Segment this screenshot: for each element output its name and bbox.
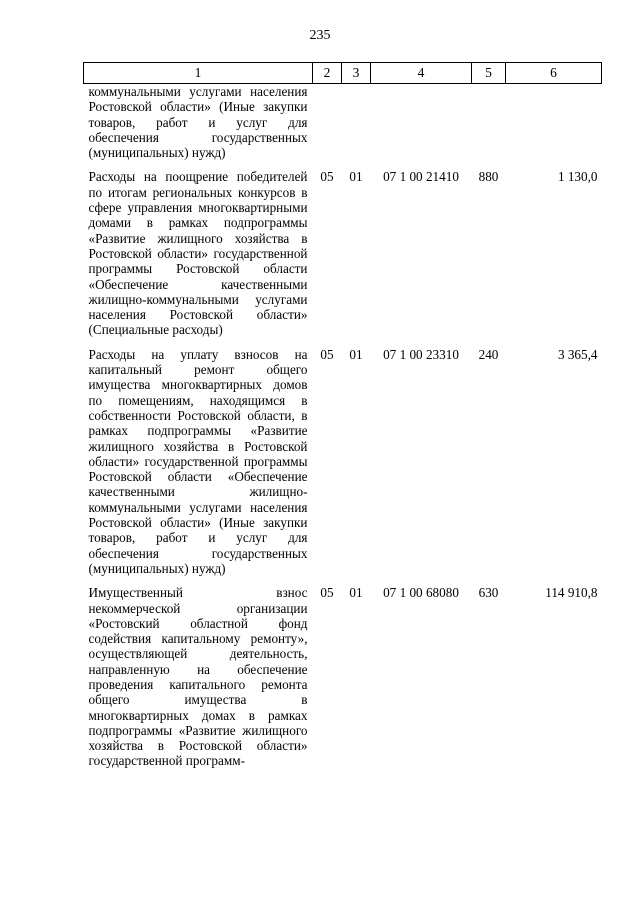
table-row <box>84 347 602 585</box>
row-csr: 07 1 00 68080 <box>383 585 459 601</box>
row-csr <box>371 84 472 170</box>
table-header <box>84 63 602 84</box>
row-vr: 880 <box>478 169 499 185</box>
row-description: Расходы на поощрение победителей по итогам региональных конкурсов в сфере управления многоквартирными домами в рамках подпрограммы «Развитие жилищного хозяйства в Ростовской области» государственной программы Ростовской области «Обеспечение качественными жилищно-коммунальными услугами населения Ростовской области» (Специальные расходы) <box>88 169 308 338</box>
row-amount: 114 910,8 <box>545 585 598 601</box>
row-vr: 240 <box>478 346 499 362</box>
table-body <box>84 84 602 778</box>
row-amount <box>506 84 602 170</box>
table-row <box>84 585 602 778</box>
row-description: Расходы на уплату взносов на капитальный ремонт общего имущества многоквартирных домов по помещениям, находящимся в собственности Ростовской области, в рамках подпрограммы «Развитие жилищного хозяйства в Ростовской области» государственной программы Ростовской области «Обеспечение качественными жилищно-коммунальными услугами населения Ростовской области» (Иные закупки товаров, работ и услуг для обеспечения государственных (муниципальных) нужд) <box>88 346 308 576</box>
header-col-6: 6 <box>506 63 602 84</box>
row-description: коммунальными услугами населения Ростовской области» (Иные закупки товаров, работ и услуг для обеспечения государственных (муниципальных) нужд) <box>88 84 308 161</box>
header-col-4: 4 <box>371 63 472 84</box>
row-amount: 1 130,0 <box>557 169 598 185</box>
row-csr: 07 1 00 21410 <box>383 169 459 185</box>
table-row <box>84 84 602 170</box>
header-row <box>84 63 602 84</box>
row-pr: 01 <box>349 346 363 362</box>
table-row <box>84 169 602 346</box>
header-col-2: 2 <box>313 63 342 84</box>
header-col-3: 3 <box>342 63 371 84</box>
budget-table <box>83 62 602 778</box>
row-pr: 01 <box>349 585 363 601</box>
row-vr <box>472 84 506 170</box>
page-number: 235 <box>309 28 331 43</box>
row-rz: 05 <box>320 585 334 601</box>
row-pr: 01 <box>349 169 363 185</box>
row-rz: 05 <box>320 169 334 185</box>
row-amount: 3 365,4 <box>557 346 598 362</box>
row-pr <box>342 84 371 170</box>
header-col-1: 1 <box>84 63 313 84</box>
row-description: Имущественный взнос некоммерческой организации «Ростовский областной фонд содействия капитальному ремонту», осуществляющей деятельность, направленную на обеспечение проведения капитального ремонта общего имущества в многоквартирных домах в рамках подпрограммы «Развитие жилищного хозяйства в Ростовской области» государственной программ- <box>88 585 308 769</box>
header-col-5: 5 <box>472 63 506 84</box>
row-rz <box>313 84 342 170</box>
row-vr: 630 <box>478 585 499 601</box>
row-csr: 07 1 00 23310 <box>383 346 459 362</box>
row-rz: 05 <box>320 346 334 362</box>
